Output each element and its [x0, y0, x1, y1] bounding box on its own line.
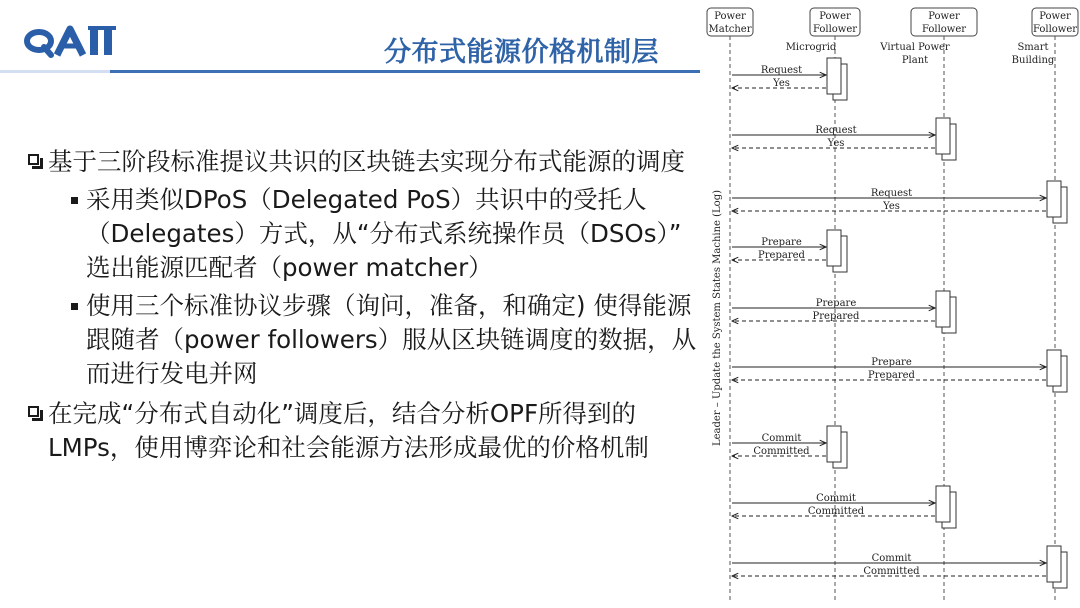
checkbox-bullet-icon	[28, 154, 39, 165]
lifeline-title: Power	[714, 11, 746, 22]
request-label: Request	[870, 188, 913, 199]
activation-box	[827, 426, 841, 462]
lifeline-role: Follower	[812, 24, 858, 35]
sub-bullet-text-1: 采用类似DPoS（Delegated PoS）共识中的受托人（Delegates）方式，从“分布式系统操作员（DSOs）” 选出能源匹配者（power matcher）	[86, 185, 682, 282]
sub-bullet-2	[28, 289, 698, 391]
sub-bullet-1	[28, 183, 698, 285]
request-label: Prepare	[761, 237, 802, 248]
reply-label: Committed	[753, 446, 810, 457]
activation-box	[1047, 181, 1061, 217]
reply-label: Committed	[863, 566, 920, 577]
request-label: Request	[815, 125, 857, 136]
lifeline-title: Power	[1039, 11, 1071, 22]
reply-label: Prepared	[758, 250, 805, 261]
lifeline-caption: Plant	[901, 55, 929, 66]
request-label: Commit	[761, 433, 802, 444]
request-label: Commit	[816, 493, 856, 504]
lifeline-title: Power	[928, 11, 960, 22]
lifeline-role: Matcher	[708, 24, 752, 35]
bullet-text-2: 在完成“分布式自动化”调度后，结合分析OPF所得到的LMPs，使用博弈论和社会能源方法形成最优的价格机制	[48, 399, 649, 462]
reply-label: Yes	[773, 78, 790, 89]
lifeline-title: Power	[819, 11, 851, 22]
slide-body	[28, 145, 698, 465]
activation-box	[1047, 350, 1061, 386]
square-bullet-icon	[71, 303, 78, 310]
bullet-paragraph-1	[28, 145, 698, 179]
qaii-logo	[24, 24, 134, 58]
header-divider	[0, 70, 700, 80]
reply-label: Yes	[827, 138, 845, 149]
sub-bullet-text-2: 使用三个标准协议步骤（询问，准备，和确定) 使得能源跟随者（power followers）服从区块链调度的数据，从而进行发电并网	[86, 291, 697, 388]
lifeline-caption: Smart	[1017, 42, 1049, 53]
bullet-paragraph-2	[28, 397, 698, 465]
reply-label: Prepared	[812, 311, 860, 322]
activation-box	[936, 486, 950, 522]
sequence-diagram	[700, 0, 1080, 608]
lifeline-caption: Virtual Power	[880, 42, 950, 53]
request-label: Commit	[871, 553, 912, 564]
activation-box	[936, 118, 950, 154]
side-label: Leader – Update the System States Machine (Log)	[712, 190, 723, 446]
activation-box	[1047, 546, 1061, 582]
lifeline-role: Follower	[921, 24, 967, 35]
activation-box	[936, 291, 950, 327]
request-label: Request	[760, 65, 803, 76]
reply-label: Committed	[807, 506, 865, 517]
request-label: Prepare	[871, 357, 912, 368]
checkbox-bullet-icon	[28, 406, 39, 417]
lifeline-caption: Building	[1011, 55, 1055, 66]
lifeline-role: Follower	[1032, 24, 1078, 35]
page-title: 分布式能源价格机制层	[384, 37, 659, 68]
request-label: Prepare	[815, 298, 857, 309]
lifeline-caption: Microgrid	[785, 42, 837, 53]
reply-label: Yes	[883, 201, 900, 212]
activation-box	[827, 58, 841, 94]
bullet-text-1: 基于三阶段标准提议共识的区块链去实现分布式能源的调度	[48, 147, 685, 176]
square-bullet-icon	[71, 197, 78, 204]
activation-box	[827, 230, 841, 266]
reply-label: Prepared	[868, 370, 915, 381]
